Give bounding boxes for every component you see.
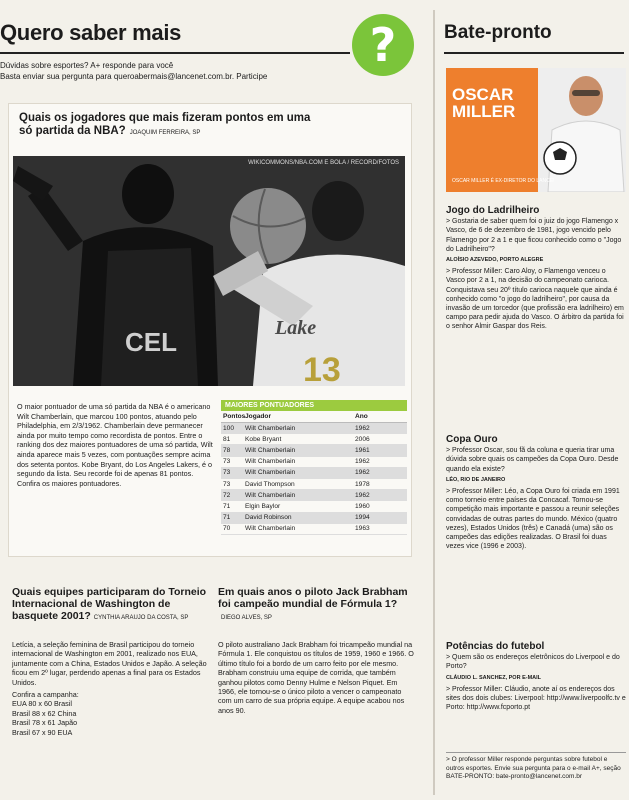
right-title-rule (444, 52, 624, 54)
answer-2-subtitle: Confira a campanha: (12, 690, 79, 700)
table-row (221, 524, 407, 535)
answer-2-text: Letícia, a seleção feminina de Brasil participou do torneio internacional de Washington em 2001, realizado nos EUA, juntamente com a China, Estados Unidos e Japão. A seleção ficou em 2º lugar, perdendo apenas a final para os Estados Unidos. (12, 640, 207, 687)
section-2-title: Copa Ouro (446, 434, 498, 445)
section-1-title: Jogo do Ladrilheiro (446, 205, 540, 216)
intro-line-1: Dúvidas sobre esportes? A+ responde para você (0, 61, 174, 70)
top-scorers-table (221, 400, 407, 535)
table-row (221, 468, 407, 479)
table-row (221, 423, 407, 434)
table-row (221, 513, 407, 524)
cell-year: 1962 (355, 458, 370, 466)
section-1-answer: > Professor Miller: Caro Aloy, o Flamengo venceu o Vasco por 2 a 1, na decisão do campeonato carioca. Conquistava seu 20º título carioca naquele que ainda é conhecido como "o jogo do ladrilheiro", por causa da invasão de um torcedor (que profissão era ladrilheiro) em campo para pedir ajuda do Vasco. O árbitro da partida foi o senhor Almir Gaspar dos Reis. (446, 268, 624, 331)
svg-text:13: 13 (303, 351, 341, 386)
cell-year: 2006 (355, 435, 370, 443)
cell-player: Wilt Chamberlain (245, 424, 296, 432)
table-row (221, 479, 407, 490)
answer-2 (12, 640, 208, 737)
section-2-question: > Professor Oscar, sou fã da coluna e queria tirar uma dúvida sobre quais os campeões da Copa Ouro. Desde quando ela existe? (446, 447, 619, 473)
table-title: MAIORES PONTUADORES (221, 400, 407, 411)
banner-caption: OSCAR MILLER É EX-DIRETOR DO LANCE! (452, 178, 555, 184)
cell-points: 70 (223, 525, 231, 533)
cell-player: Elgin Baylor (245, 502, 281, 510)
cell-year: 1962 (355, 491, 370, 499)
cell-player: David Thompson (245, 480, 295, 488)
section-ladrilheiro (446, 206, 626, 332)
cell-player: Wilt Chamberlain (245, 525, 296, 533)
table-row (221, 434, 407, 445)
intro-text (0, 60, 350, 82)
cell-year: 1961 (355, 446, 370, 454)
header-year: Ano (355, 413, 368, 420)
cell-year: 1963 (355, 525, 370, 533)
section-1-question: > Gostaria de saber quem foi o juiz do jogo Flamengo x Vasco, de 6 de dezembro de 1981, jogo vencido pelo Flamengo por 2 a 1 e que ficou conhecido como o "Jogo do Ladrilheiro"? (446, 218, 622, 253)
columnist-name-line-1: OSCAR (452, 85, 514, 104)
question-mark-icon: ? (352, 14, 414, 76)
cell-year: 1962 (355, 469, 370, 477)
table-row (221, 445, 407, 456)
question-2-source: CYNTHIA ARAUJO DA COSTA, SP (93, 615, 189, 621)
cell-year: 1962 (355, 424, 370, 432)
cell-player: David Robinson (245, 514, 292, 522)
cell-player: Wilt Chamberlain (245, 469, 296, 477)
question-1-text: Quais os jogadores que mais fizeram pontos em uma só partida da NBA? (19, 112, 311, 137)
cell-points: 73 (223, 469, 231, 477)
section-1-signature: ALOÍSIO AZEVEDO, PORTO ALEGRE (446, 257, 544, 264)
intro-line-2: Basta enviar sua pergunta para queroabermais@lancenet.com.br. Participe (0, 72, 268, 81)
section-title: Quero saber mais (0, 20, 182, 45)
columnist-photo (538, 68, 626, 192)
cell-points: 71 (223, 502, 231, 510)
photo-credit: WIKICOMMONS/NBA.COM E BOLA / RECORD/FOTOS (248, 160, 399, 166)
columnist-banner (446, 68, 626, 192)
cell-year: 1978 (355, 480, 370, 488)
cell-points: 100 (223, 424, 235, 432)
cell-points: 72 (223, 491, 231, 499)
question-2 (12, 586, 208, 624)
title-rule (0, 52, 350, 54)
question-3-text: Em quais anos o piloto Jack Brabham foi campeão mundial de Fórmula 1? (218, 586, 408, 610)
question-2-text: Quais equipes participaram do Torneio Internacional de Washington de basquete 2001? (12, 586, 207, 622)
result-line: EUA 80 x 60 Brasil (12, 699, 72, 709)
section-3-question: > Quem são os endereços eletrônicos do Liverpool e do Porto? (446, 654, 620, 671)
cell-points: 78 (223, 446, 231, 454)
columnist-name-line-2: MILLER (452, 102, 516, 121)
cell-points: 81 (223, 435, 231, 443)
question-1 (19, 112, 319, 140)
question-3-source: DIEGO ALVES, SP (221, 615, 272, 621)
right-section-title: Bate-pronto (444, 22, 552, 43)
section-potencias (446, 642, 626, 712)
cell-player: Wilt Chamberlain (245, 458, 296, 466)
cell-points: 71 (223, 514, 231, 522)
header-points: Pontos (223, 413, 246, 420)
basketball-photo (13, 156, 405, 386)
cell-player: Wilt Chamberlain (245, 491, 296, 499)
cell-year: 1960 (355, 502, 370, 510)
svg-text:Lake: Lake (275, 317, 317, 339)
section-2-answer: > Professor Miller: Léo, a Copa Ouro foi criada em 1991 como torneio entre países da Concacaf. Tornou-se competição mais importante e passou a reunir seleções convidadas de outras partes do mundo. México (quatro vezes), Estados Unidos (três) e Canadá (uma) são os campeões das edições realizadas. O Brasil foi duas vezes vice (1996 e 2003). (446, 488, 620, 551)
cell-player: Wilt Chamberlain (245, 446, 296, 454)
result-line: Brasil 67 x 90 EUA (12, 727, 73, 737)
columnist-name (452, 86, 515, 120)
table-row (221, 457, 407, 468)
answer-3: O piloto australiano Jack Brabham foi tricampeão mundial na Fórmula 1. Ele conquistou os títulos de 1959, 1960 e 1966. O último título foi a bordo de um carro feito por ele mesmo. Brabham construiu uma equipe de corrida, que também ganhou pilotos como Denny Hulme e Nelson Piquet. Em 1966, ele tornou-se o único piloto a vencer o campeonato com um carro de sua própria equipe. A equipe acabou nos anos 90. (218, 640, 414, 715)
table-row (221, 501, 407, 512)
nba-card (8, 103, 412, 557)
section-2-signature: LÉO, RIO DE JANEIRO (446, 476, 506, 483)
question-1-source: JOAQUIM FERREIRA, SP (129, 130, 201, 136)
cell-points: 73 (223, 480, 231, 488)
cell-year: 1994 (355, 514, 370, 522)
header-player: Jogador (245, 413, 272, 420)
cell-points: 73 (223, 458, 231, 466)
table-row (221, 490, 407, 501)
column-divider (433, 10, 435, 795)
table-header (221, 411, 407, 423)
section-3-answer: > Professor Miller: Cláudio, anote aí os endereços dos sites dos dois clubes: Liverpool: http://www.liverpoolfc.tv e Porto: http://www.fcporto.pt (446, 685, 626, 712)
question-3 (218, 586, 414, 624)
answer-1: O maior pontuador de uma só partida da NBA é o americano Wilt Chamberlain, que marcou 100 pontos, atuando pelo Philadelphia, em 2/3/1962. Chamberlain deve permanecer ainda por muito tempo como recordista de pontos. Entre o ranking dos dez maiores pontuadores de uma só partida, Wilt ainda aparece mais 5 vezes, com pontuações sempre acima dos setenta pontos. Kobe Bryant, do Los Angeles Lakers, é o segundo da lista. Seu recorde foi de apenas 81 pontos. Confira os maiores pontuadores. (17, 402, 213, 488)
basketball-illustration (13, 156, 405, 386)
result-line: Brasil 78 x 61 Japão (12, 718, 78, 728)
svg-text:CEL: CEL (125, 327, 177, 357)
column-footer: > O professor Miller responde perguntas sobre futebol e outros esportes. Envie sua pergunta para o e-mail A+, seção BATE-PRONTO: bate-pronto@lancenet.com.br (446, 752, 626, 782)
result-line: Brasil 88 x 62 China (12, 708, 77, 718)
bate-pronto-section (438, 0, 629, 800)
section-3-signature: CLÁUDIO L. SANCHEZ, POR E-MAIL (446, 674, 542, 681)
cell-player: Kobe Bryant (245, 435, 282, 443)
section-3-title: Potências do futebol (446, 641, 545, 652)
section-copa-ouro (446, 435, 626, 551)
